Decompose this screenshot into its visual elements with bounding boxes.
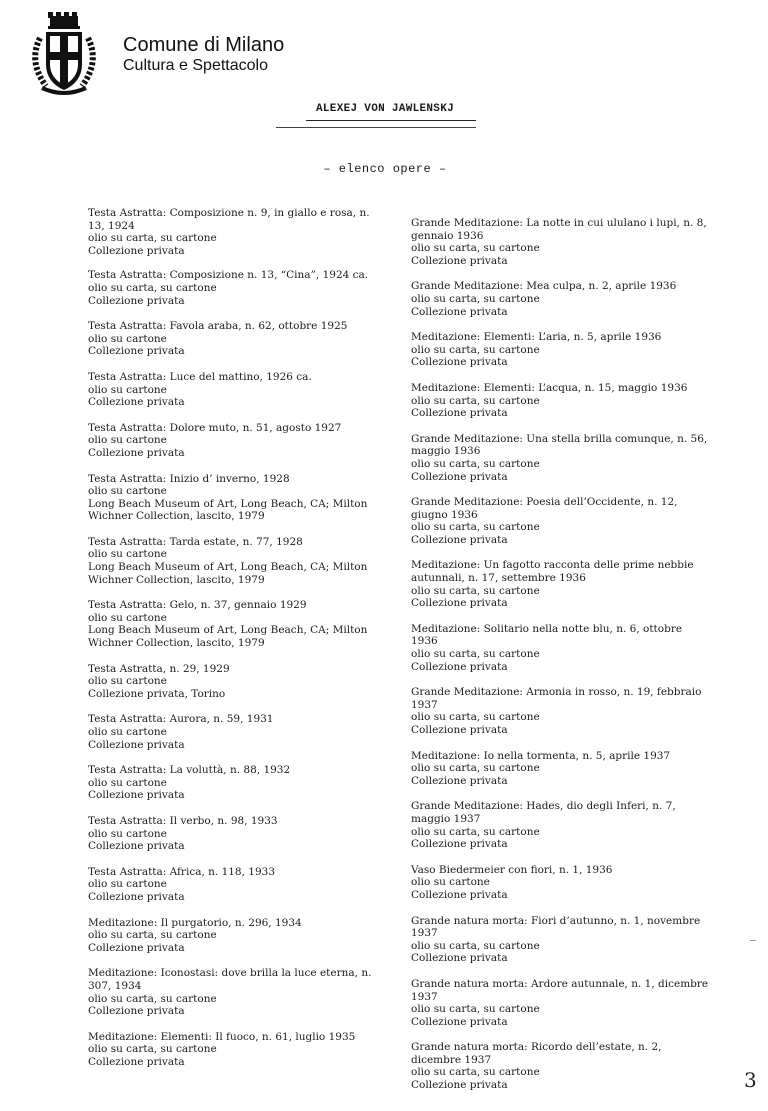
artwork-medium: olio su carta, su cartone: [411, 457, 540, 470]
artwork-medium: olio su cartone: [411, 876, 490, 889]
artwork-entry: [88, 866, 388, 904]
artwork-medium: olio su cartone: [88, 611, 167, 624]
artwork-collection: Collezione privata, Torino: [88, 687, 226, 700]
artwork-medium: olio su cartone: [88, 548, 167, 561]
artwork-collection: Collezione privata: [411, 356, 508, 369]
artwork-collection: Collezione privata: [88, 941, 185, 954]
artwork-collection: Collezione privata: [88, 244, 185, 257]
artwork-entry: [88, 663, 388, 701]
artwork-title: Grande Meditazione: Poesia dell’Occidente, n. 12, giugno 1936: [411, 496, 678, 521]
artwork-entry: [411, 623, 711, 673]
artwork-title: Testa Astratta: Aurora, n. 59, 1931: [88, 713, 274, 726]
artwork-medium: olio su carta, su cartone: [411, 711, 540, 724]
artwork-medium: olio su carta, su cartone: [88, 1043, 217, 1056]
artwork-medium: olio su carta, su cartone: [411, 584, 540, 597]
artwork-medium: olio su carta, su cartone: [88, 232, 217, 245]
artwork-entry: [88, 207, 388, 257]
artwork-entry: [411, 217, 711, 267]
artwork-title: Meditazione: Elementi: Il fuoco, n. 61, luglio 1935: [88, 1030, 356, 1043]
artwork-medium: olio su cartone: [88, 675, 167, 688]
artwork-collection: Collezione privata: [88, 1005, 185, 1018]
artwork-entry: [411, 331, 711, 369]
artwork-title: Meditazione: Il purgatorio, n. 296, 1934: [88, 916, 302, 929]
artwork-entry: [88, 599, 388, 649]
milan-coat-of-arms-logo: [26, 12, 102, 96]
artwork-entry: [88, 1031, 388, 1069]
artwork-title: Testa Astratta: Gelo, n. 37, gennaio 1929: [88, 599, 307, 612]
artwork-entry: [411, 978, 711, 1028]
artwork-title: Meditazione: Iconostasi: dove brilla la luce eterna, n. 307, 1934: [88, 967, 372, 992]
artwork-collection: Collezione privata: [411, 774, 508, 787]
artwork-medium: olio su cartone: [88, 878, 167, 891]
artwork-entry: [88, 967, 388, 1017]
artwork-collection: Long Beach Museum of Art, Long Beach, CA; Milton Wichner Collection, lascito, 1979: [88, 497, 368, 523]
artwork-title: Meditazione: Solitario nella notte blu, n. 6, ottobre 1936: [411, 622, 683, 648]
artwork-title: Testa Astratta: Inizio d’ inverno, 1928: [88, 472, 290, 485]
artwork-medium: olio su cartone: [88, 383, 167, 396]
artwork-collection: Collezione privata: [411, 1079, 508, 1092]
artwork-collection: Collezione privata: [88, 345, 185, 358]
artwork-title: Testa Astratta: Il verbo, n. 98, 1933: [88, 814, 278, 827]
artwork-collection: Collezione privata: [411, 1015, 508, 1028]
artwork-entry: [411, 382, 711, 420]
artwork-collection: Collezione privata: [88, 738, 185, 751]
works-list-left-column: [88, 207, 388, 1081]
artwork-title: Meditazione: Elementi: L’acqua, n. 15, maggio 1936: [411, 381, 688, 394]
artwork-title: Testa Astratta: La voluttà, n. 88, 1932: [88, 764, 291, 777]
artwork-title: Testa Astratta: Dolore muto, n. 51, agosto 1927: [88, 421, 342, 434]
artwork-collection: Collezione privata: [411, 407, 508, 420]
artwork-title: Grande natura morta: Ricordo dell’estate, n. 2, dicembre 1937: [411, 1041, 662, 1066]
page-number: 3: [744, 1068, 757, 1092]
artwork-entry: [88, 473, 388, 523]
artwork-medium: olio su carta, su cartone: [411, 648, 540, 661]
artwork-title: Testa Astratta: Composizione n. 13, “Cina”, 1924 ca.: [88, 269, 369, 282]
artwork-title: Grande natura morta: Ardore autunnale, n. 1, dicembre 1937: [411, 977, 709, 1003]
artwork-collection: Long Beach Museum of Art, Long Beach, CA; Milton Wichner Collection, lascito, 1979: [88, 561, 368, 586]
artwork-entry: [411, 433, 711, 483]
artwork-entry: [411, 496, 711, 546]
artwork-medium: olio su carta, su cartone: [88, 992, 217, 1005]
artwork-collection: Collezione privata: [411, 888, 508, 901]
artwork-title: Meditazione: Un fagotto racconta delle prime nebbie autunnali, n. 17, settembre 1936: [411, 559, 694, 585]
org-department: Cultura e Spettacolo: [123, 57, 268, 74]
artwork-title: Testa Astratta: Africa, n. 118, 1933: [88, 865, 276, 878]
artwork-title: Vaso Biedermeier con fiori, n. 1, 1936: [411, 863, 613, 876]
artwork-title: Testa Astratta, n. 29, 1929: [88, 662, 230, 675]
organization-header: [123, 34, 284, 76]
artwork-entry: [411, 750, 711, 788]
artwork-medium: olio su carta, su cartone: [411, 825, 540, 838]
artwork-medium: olio su carta, su cartone: [411, 1003, 540, 1016]
artwork-entry: [88, 371, 388, 409]
artwork-collection: Collezione privata: [411, 470, 508, 483]
artwork-title: Meditazione: Io nella tormenta, n. 5, aprile 1937: [411, 749, 671, 762]
artwork-entry: [411, 686, 711, 736]
artwork-collection: Collezione privata: [88, 890, 185, 903]
artwork-collection: Collezione privata: [88, 446, 185, 459]
artwork-entry: [88, 815, 388, 853]
artwork-entry: [88, 320, 388, 358]
artwork-collection: Collezione privata: [411, 952, 508, 965]
artwork-medium: olio su carta, su cartone: [411, 521, 540, 534]
artwork-entry: [411, 915, 711, 965]
artwork-entry: [411, 864, 711, 902]
artwork-entry: [411, 280, 711, 318]
artist-name: ALEXEJ VON JAWLENSKJ: [315, 103, 455, 115]
artwork-collection: Collezione privata: [411, 597, 508, 610]
artwork-entry: [411, 559, 711, 609]
artwork-collection: Collezione privata: [411, 660, 508, 673]
artwork-title: Grande Meditazione: Hades, dio degli Inferi, n. 7, maggio 1937: [411, 800, 676, 825]
artwork-medium: olio su carta, su cartone: [411, 394, 540, 407]
artwork-medium: olio su cartone: [88, 776, 167, 789]
artwork-title: Grande Meditazione: La notte in cui ululano i lupi, n. 8, gennaio 1936: [411, 217, 707, 242]
artwork-collection: Collezione privata: [88, 1055, 185, 1068]
artwork-medium: olio su carta, su cartone: [411, 762, 540, 775]
artist-underline-double: [276, 127, 476, 128]
artwork-medium: olio su cartone: [88, 332, 167, 345]
artwork-entry: [411, 800, 711, 850]
scan-mark: [750, 940, 756, 941]
artwork-title: Testa Astratta: Favola araba, n. 62, ottobre 1925: [88, 320, 348, 333]
works-list-right-column: [411, 217, 711, 1105]
artwork-collection: Collezione privata: [411, 838, 508, 851]
artwork-entry: [88, 269, 388, 307]
artwork-medium: olio su carta, su cartone: [411, 939, 540, 952]
artwork-medium: olio su cartone: [88, 726, 167, 738]
artwork-collection: Collezione privata: [411, 533, 508, 546]
artwork-collection: Collezione privata: [411, 254, 508, 267]
artwork-entry: [88, 422, 388, 460]
artwork-collection: Long Beach Museum of Art, Long Beach, CA; Milton Wichner Collection, lascito, 1979: [88, 624, 368, 650]
artwork-medium: olio su cartone: [88, 827, 167, 840]
artwork-medium: olio su carta, su cartone: [411, 292, 540, 305]
artwork-title: Grande Meditazione: Armonia in rosso, n. 19, febbraio 1937: [411, 686, 702, 711]
artwork-entry: [88, 917, 388, 955]
artwork-collection: Collezione privata: [411, 305, 508, 318]
artwork-title: Testa Astratta: Composizione n. 9, in giallo e rosa, n. 13, 1924: [88, 207, 370, 232]
artwork-medium: olio su carta, su cartone: [88, 281, 217, 294]
artwork-collection: Collezione privata: [88, 294, 185, 307]
artwork-title: Grande natura morta: Fiori d’autunno, n. 1, novembre 1937: [411, 914, 701, 940]
artwork-medium: olio su carta, su cartone: [88, 929, 217, 942]
artwork-medium: olio su cartone: [88, 434, 167, 447]
artwork-title: Testa Astratta: Tarda estate, n. 77, 1928: [88, 535, 303, 548]
artwork-collection: Collezione privata: [88, 396, 185, 409]
artwork-entry: [411, 1041, 711, 1091]
artwork-collection: Collezione privata: [411, 724, 508, 736]
artist-underline: [306, 120, 476, 121]
artwork-title: Meditazione: Elementi: L’aria, n. 5, aprile 1936: [411, 331, 662, 344]
artwork-title: Grande Meditazione: Mea culpa, n. 2, aprile 1936: [411, 280, 677, 293]
artwork-title: Grande Meditazione: Una stella brilla comunque, n. 56, maggio 1936: [411, 432, 708, 458]
artwork-medium: olio su carta, su cartone: [411, 343, 540, 356]
artwork-medium: olio su cartone: [88, 485, 167, 498]
artwork-collection: Collezione privata: [88, 840, 185, 853]
artwork-title: Testa Astratta: Luce del mattino, 1926 ca.: [88, 370, 312, 383]
works-list-subtitle: – elenco opere –: [323, 162, 447, 176]
org-name: Comune di Milano: [123, 34, 285, 56]
artwork-medium: olio su carta, su cartone: [411, 1066, 540, 1079]
artwork-collection: Collezione privata: [88, 789, 185, 802]
artwork-entry: [88, 764, 388, 802]
artwork-medium: olio su carta, su cartone: [411, 242, 540, 255]
artwork-entry: [88, 536, 388, 586]
artwork-entry: [88, 713, 388, 751]
